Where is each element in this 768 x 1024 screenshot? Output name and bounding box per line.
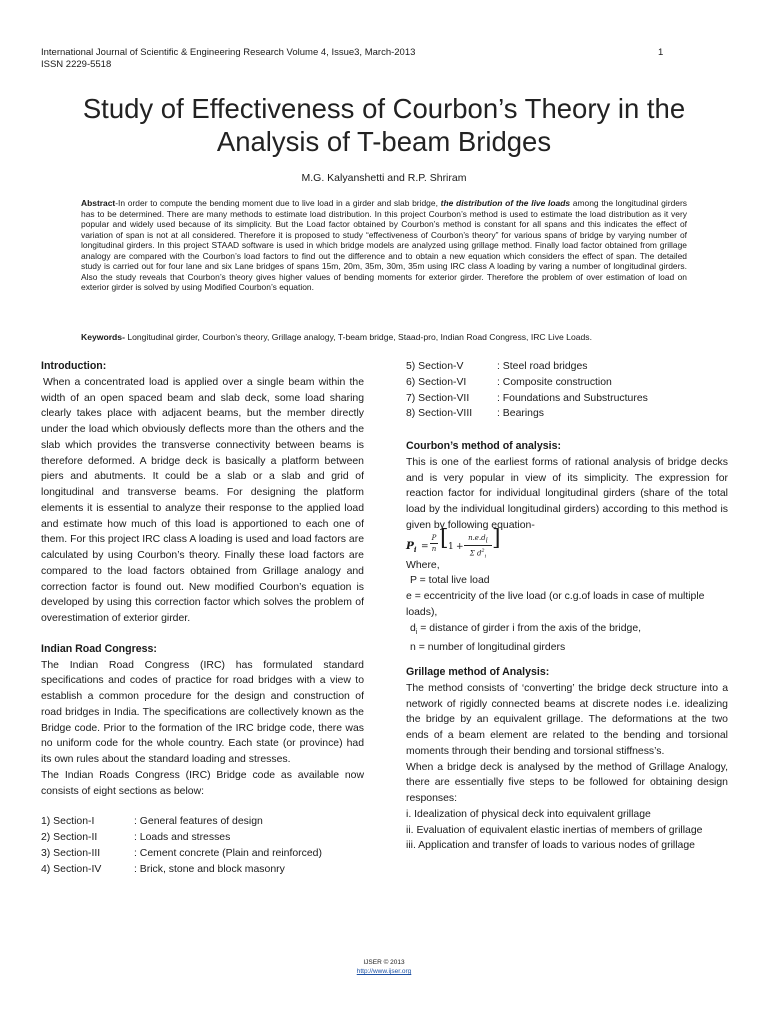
footer-copyright: IJSER © 2013	[363, 959, 405, 966]
courbon-text: This is one of the earliest forms of rational analysis of bridge decks and is very popular in view of its simplicity. The expression for reaction factor for individual longitudinal girders (share of the total load by the individual longitudinal girders) according to this method is given by following equation-	[406, 456, 728, 531]
section-row	[41, 846, 364, 862]
footer-link[interactable]: http://www.ijser.org	[356, 968, 412, 975]
courbon-equation	[406, 525, 728, 560]
eq-fraction-1: P n	[431, 533, 437, 553]
section-desc: : General features of design	[134, 816, 263, 828]
section-number: 4) Section-IV	[41, 863, 102, 875]
abstract-emphasis: the distribution of the live loads	[440, 198, 571, 208]
page-number: 1	[658, 47, 664, 58]
section-number: 2) Section-II	[41, 832, 98, 843]
section-row	[41, 814, 364, 830]
paper-title	[30, 92, 738, 158]
grillage-step: iii. Application and transfer of loads to various nodes of grillage	[406, 840, 695, 852]
left-column	[41, 359, 364, 877]
introduction-text: When a concentrated load is applied over a single beam within the width of an open spaced beam and slab deck, some load sharing clearly takes place with adjacent beams, but the member directly under the load which obviously deflects more than the others and the slab which provides the transverse connectivity between beams is therefore deformed. A bridge deck is basically a platform between piers and abutments. It could be a slab or a slab and grid of longitudinal and transverse beams. For designing the platform elements it is essential to analyze their response to the applied load and estimate how much of this load is apportioned to each one of them. For this project IRC class A loading is used and load factors are calculated by using Courbon’s theory. Finally these load factors are compared to the load factors obtained from Grillage analogy and correction factor is found out. New modified Courbon’s equation is developed by using this correction factor which solves the problem of overestimation of exterior girder.	[41, 376, 364, 624]
def-e: e = eccentricity of the live load (or c.g.of loads in case of multiple loads),	[406, 591, 705, 618]
section-number: 7) Section-VII	[406, 392, 470, 404]
section-row	[406, 391, 728, 407]
title-line-1: Study of Effectiveness of Courbon’s Theory in the	[82, 93, 686, 124]
abstract-body: among the longitudinal girders has to be determined. There are many methods to estimate load distribution. In this project Courbon’s method is used to estimate the load distribution as it very popular and widely used because of its simplicity. But the Load factor obtained by Courbon’s method is constant for all spans and this indicates the effect of variation of span is not at all considered. Therefore it is proposed to study “effectiveness of Courbon’s theory” for various spans of bridge by varying number of longitudinal girders. In this project STAAD software is used in which bridge models are analyzed using grillage method. Finally load factor obtained from grillage analogy are compared with the Courbon’s load factors to find out the difference and to obtain a new equation which considers the effect of span. The detailed study is carried out for four lane and six Lane bridges of spans 15m, 20m, 35m, 30m, 35m using IRC class A loading by varing a number of longitudinal girders. Also the study reveals that Courbon’s theory gives higher values of bending moments for exterior girder. Therefore the problem of over estimation of load on exterior girder is solved by using Modified Courbon’s equation.	[81, 198, 687, 293]
section-row	[41, 830, 364, 846]
section-number: 1) Section-I	[41, 816, 95, 828]
title-line-2: Analysis of T-beam Bridges	[216, 126, 552, 157]
irc-text-2: The Indian Roads Congress (IRC) Bridge code as available now consists of eight sections as below:	[41, 769, 364, 797]
section-desc: : Brick, stone and block masonry	[134, 863, 285, 875]
section-desc: : Cement concrete (Plain and reinforced)	[134, 847, 322, 859]
keywords	[81, 332, 701, 342]
section-row	[406, 359, 728, 375]
keywords-text: Longitudinal girder, Courbon’s theory, Grillage analogy, T-beam bridge, Staad-pro, Indian Road Congress, IRC Live Loads.	[124, 332, 592, 342]
abstract-label: Abstract	[81, 198, 116, 208]
section-number: 6) Section-VI	[406, 376, 467, 388]
section-row	[406, 375, 728, 391]
where-label: Where,	[406, 559, 440, 571]
section-desc: : Composite construction	[497, 376, 612, 388]
eq-right-bracket: ]	[492, 525, 501, 551]
journal-header: International Journal of Scientific & Engineering Research Volume 4, Issue3, March-2013	[41, 47, 416, 58]
section-desc: : Steel road bridges	[497, 361, 588, 372]
introduction-heading: Introduction:	[41, 360, 107, 372]
def-d: $d_i$ = distance of girder i from the axis of the bridge,	[410, 622, 642, 636]
eq-left-bracket: [	[440, 525, 449, 551]
section-number: 3) Section-III	[41, 847, 101, 859]
eq-lhs: $P_i$	[406, 539, 417, 554]
eq-plus: +	[456, 541, 464, 552]
eq-fraction-2: $n.e.d_i$ Σ $d^2_i$	[464, 534, 492, 561]
irc-heading: Indian Road Congress:	[41, 642, 157, 655]
section-desc: : Loads and stresses	[134, 832, 231, 843]
issn: ISSN 2229-5518	[41, 59, 112, 70]
grillage-text-1: The method consists of ‘converting’ the bridge deck structure into a network of rigidly connected beams at discrete nodes i.e. idealizing the bridge by an equivalent grillage. The deformations at the two ends of a beam element are related to the bending and torsional moments through their bending and torsional stiffness’s.	[406, 682, 728, 757]
def-p: P = total live load	[410, 575, 490, 587]
section-number: 8) Section-VIII	[406, 408, 473, 420]
grillage-text-2: When a bridge deck is analysed by the method of Grillage Analogy, there are essentially five steps to be followed for obtaining design responses:	[406, 761, 728, 805]
section-row	[41, 862, 364, 878]
courbon-heading: Courbon’s method of analysis:	[406, 440, 561, 452]
section-number: 5) Section-V	[406, 361, 464, 372]
section-desc: : Bearings	[497, 408, 544, 420]
footer-url	[0, 968, 768, 975]
irc-text-1: The Indian Road Congress (IRC) has formulated standard specifications and codes of practice for road bridges with a view to establish a common procedure for the design and construction of road bridges in India. The specifications are collectively known as the Bridge code. Prior to the formation of the IRC bridge code, there was no uniform code for the whole country. Each state (or province) had its own rules about the standard loading and stresses.	[41, 659, 364, 765]
eq-one: 1	[448, 541, 454, 552]
eq-equals: =	[421, 541, 429, 552]
def-n: n = number of longitudinal girders	[410, 642, 566, 654]
right-column	[406, 359, 728, 854]
abstract-intro: -In order to compute the bending moment due to live load in a girder and slab bridge,	[115, 198, 438, 208]
section-desc: : Foundations and Substructures	[497, 392, 648, 404]
abstract	[81, 198, 687, 293]
authors: M.G. Kalyanshetti and R.P. Shriram	[301, 172, 467, 184]
grillage-step: i. Idealization of physical deck into equivalent grillage	[406, 808, 651, 820]
section-row	[406, 406, 728, 422]
grillage-step: ii. Evaluation of equivalent elastic inertias of members of grillage	[406, 824, 703, 836]
keywords-label: Keywords-	[81, 332, 125, 342]
grillage-heading: Grillage method of Analysis:	[406, 666, 550, 679]
